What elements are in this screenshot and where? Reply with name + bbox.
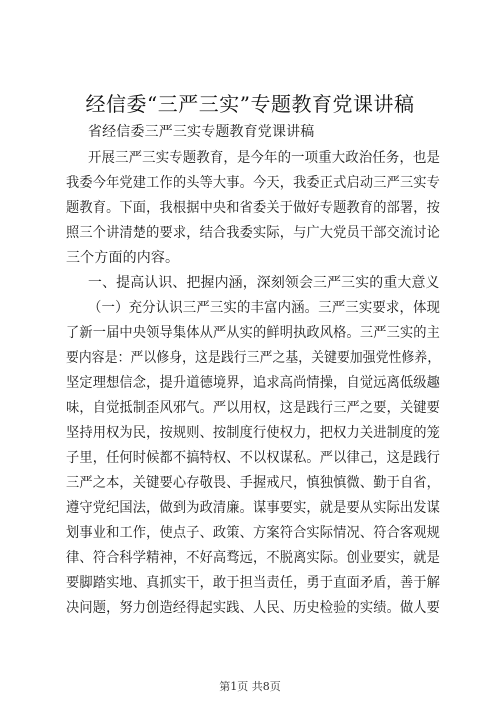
body-text-line: 要内容是：严以修身，这是践行三严之基，关键要加强党性修养， (66, 350, 441, 366)
body-text-line: 划事业和工作，使点子、政策、方案符合实际情况、符合客观规 (66, 525, 441, 541)
body-text-line: （一）充分认识三严三实的丰富内涵。三严三实要求，体现 (88, 300, 441, 316)
body-text-line: 子里，任何时候都不搞特权、不以权谋私。严以律己，这是践行 (66, 450, 441, 466)
body-text-line: 了新一届中央领导集体从严从实的鲜明执政风格。三严三实的主 (66, 325, 441, 341)
body-text-line: 决问题，努力创造经得起实践、人民、历史检验的实绩。做人要 (66, 600, 441, 616)
body-text-line: 照三个讲清楚的要求，结合我委实际，与广大党员干部交流讨论 (66, 225, 441, 241)
body-text-line: 省经信委三严三实专题教育党课讲稿 (88, 124, 315, 140)
body-text-line: 味，自觉抵制歪风邪气。严以用权，这是践行三严之要，关键要 (66, 400, 441, 416)
document-title: 经信委“三严三实”专题教育党课讲稿 (85, 92, 415, 116)
body-text-line: 三个方面的内容。 (66, 250, 180, 266)
body-text-line: 三严之本，关键要心存敬畏、手握戒尺，慎独慎微、勤于自省， (66, 475, 441, 491)
body-text-line: 题教育。下面，我根据中央和省委关于做好专题教育的部署，按 (66, 200, 441, 216)
body-text-line: 坚持用权为民，按规则、按制度行使权力，把权力关进制度的笼 (66, 425, 441, 441)
body-text-line: 一、提高认识、把握内涵，深刻领会三严三实的重大意义 (88, 275, 440, 291)
page-footer: 第1页 共8页 (219, 680, 281, 693)
body-text-line: 律、符合科学精神，不好高骛远，不脱离实际。创业要实，就是 (66, 550, 441, 566)
body-text-line: 我委今年党建工作的头等大事。今天，我委正式启动三严三实专 (66, 175, 441, 191)
body-text-line: 要脚踏实地、真抓实干，敢于担当责任，勇于直面矛盾，善于解 (66, 575, 441, 591)
body-text-line: 开展三严三实专题教育，是今年的一项重大政治任务，也是 (88, 150, 441, 166)
body-text-line: 遵守党纪国法，做到为政清廉。谋事要实，就是要从实际出发谋 (66, 500, 441, 516)
body-text-line: 坚定理想信念，提升道德境界，追求高尚情操，自觉远离低级趣 (66, 375, 441, 391)
